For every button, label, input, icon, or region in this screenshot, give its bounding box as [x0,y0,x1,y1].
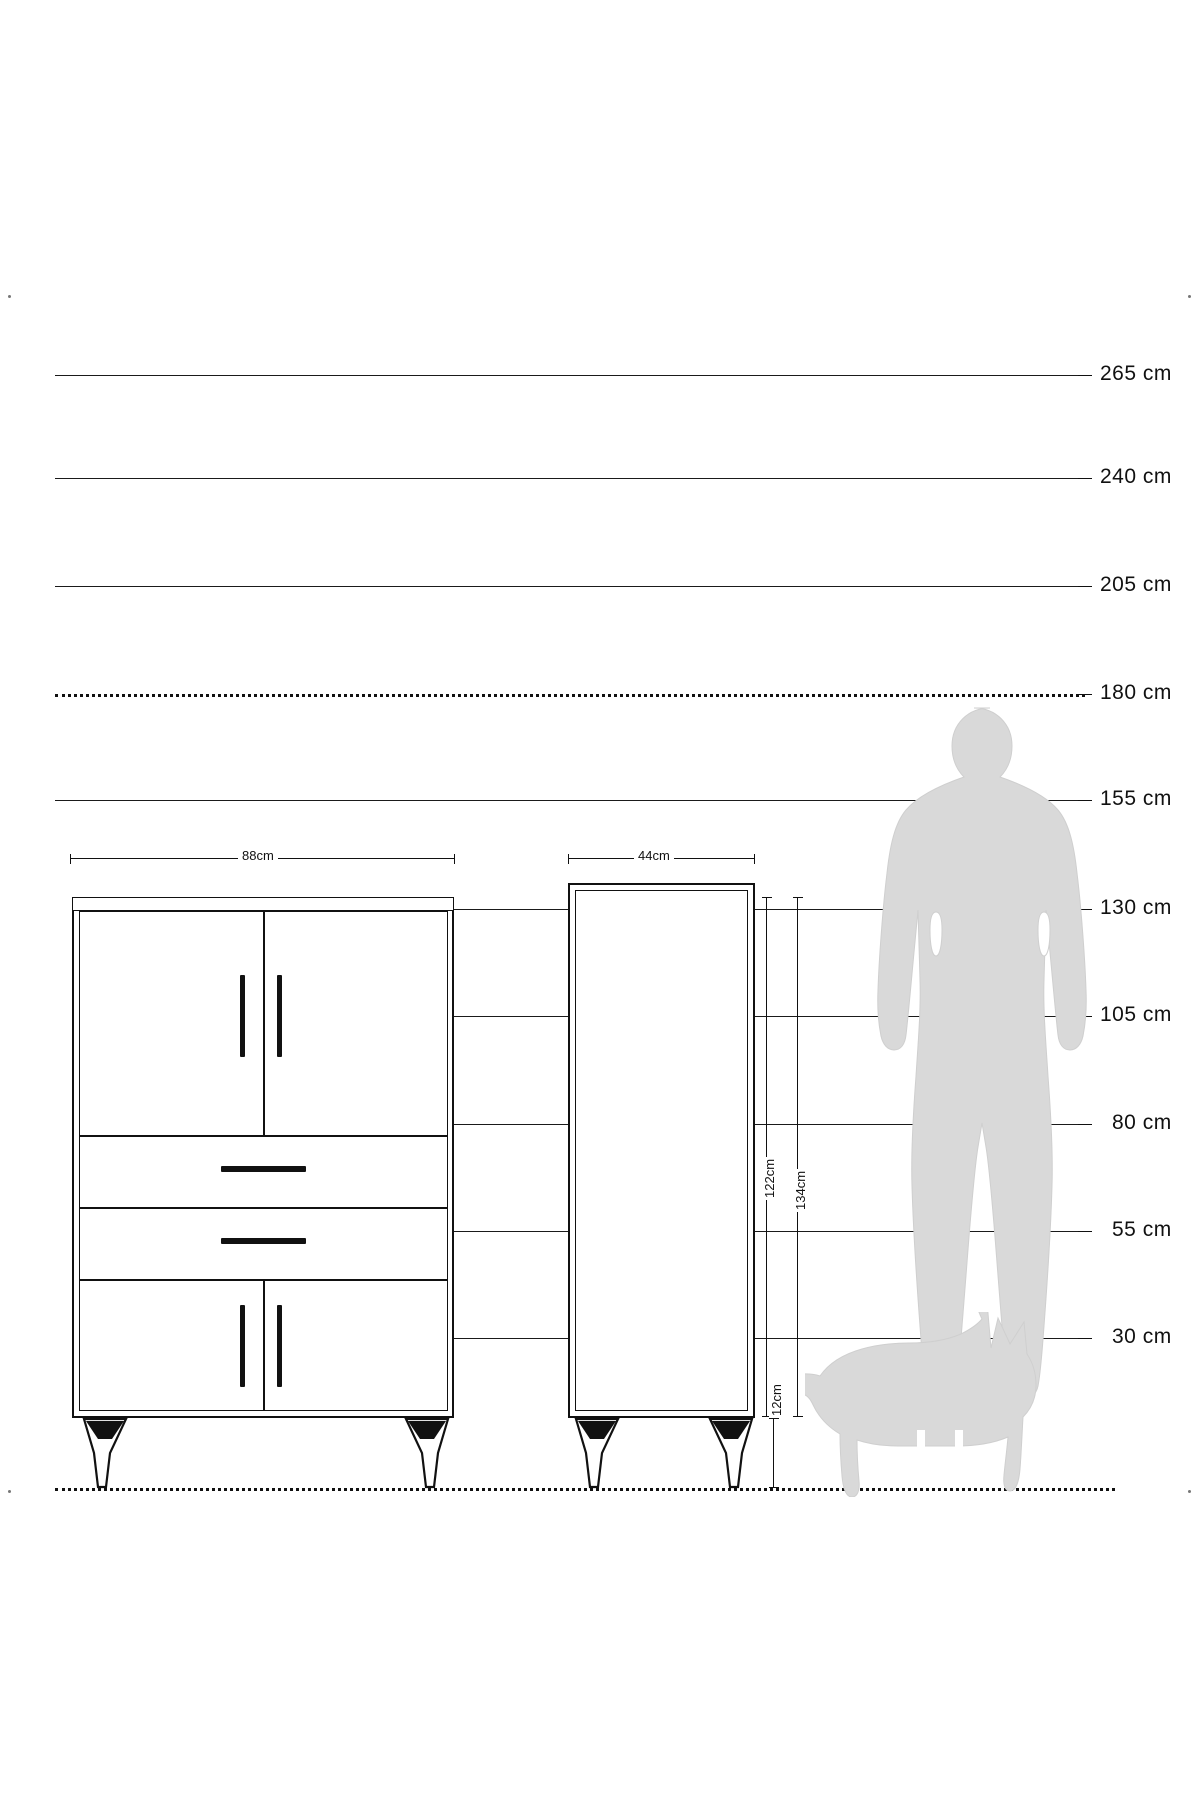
dimension-label-88cm: 88cm [238,848,278,863]
dimension-label-134cm: 134cm [793,1170,808,1210]
scale-label-80: 80 cm [1112,1111,1172,1134]
dim-cap-bottom [793,1416,803,1417]
cat-silhouette [805,1312,1045,1497]
wide-cabinet-door-upper-right[interactable] [264,911,448,1136]
dim-cap-left [70,854,71,864]
scale-label-180: 180 cm [1100,681,1172,704]
scale-label-265: 265 cm [1100,362,1172,385]
wide-cabinet-door-upper-left[interactable] [79,911,264,1136]
scale-line-240 [55,478,1085,479]
scale-label-155: 155 cm [1100,787,1172,810]
scale-label-205: 205 cm [1100,573,1172,596]
wide-cabinet-handle-drawer-1[interactable] [221,1166,306,1172]
scale-label-55: 55 cm [1112,1218,1172,1241]
dim-cap-top [762,897,772,898]
wide-cabinet-handle-upper-right[interactable] [277,975,282,1057]
dimension-line-12cm [773,1418,774,1488]
corner-mark-bottom-right [1188,1490,1191,1493]
dimension-label-44cm: 44cm [634,848,674,863]
dim-cap-right [754,854,755,864]
wide-cabinet-door-lower-left[interactable] [79,1280,264,1411]
dim-cap-left [568,854,569,864]
scale-label-105: 105 cm [1100,1003,1172,1026]
wide-cabinet-handle-lower-right[interactable] [277,1305,282,1387]
scale-label-30: 30 cm [1112,1325,1172,1348]
scale-label-130: 130 cm [1100,896,1172,919]
scale-line-265 [55,375,1085,376]
dimension-label-122cm: 122cm [762,1158,777,1198]
scale-line-180-dashed [55,694,1085,697]
tall-cabinet-door[interactable] [575,890,748,1411]
corner-mark-bottom-left [8,1490,11,1493]
wide-cabinet-handle-lower-left[interactable] [240,1305,245,1387]
wide-cabinet-drawer-1[interactable] [79,1136,448,1208]
wide-cabinet-drawer-2[interactable] [79,1208,448,1280]
scale-line-205 [55,586,1085,587]
dimension-label-12cm: 12cm [769,1384,784,1416]
scale-tick-240 [1078,478,1092,479]
scale-tick-265 [1078,375,1092,376]
dim-cap-right [454,854,455,864]
dimension-line-134cm [797,897,798,1417]
dim-cap-top [769,1418,779,1419]
scale-tick-205 [1078,586,1092,587]
dim-cap-bottom [769,1487,779,1488]
wide-cabinet-top-panel [72,897,454,911]
wide-cabinet-handle-drawer-2[interactable] [221,1238,306,1244]
dim-cap-top [793,897,803,898]
wide-cabinet-legs [66,1417,466,1491]
corner-mark-top-left [8,295,11,298]
corner-mark-top-right [1188,295,1191,298]
scale-label-240: 240 cm [1100,465,1172,488]
wide-cabinet-door-lower-right[interactable] [264,1280,448,1411]
wide-cabinet-handle-upper-left[interactable] [240,975,245,1057]
scale-tick-180 [1078,694,1092,695]
tall-cabinet-legs [562,1417,767,1491]
